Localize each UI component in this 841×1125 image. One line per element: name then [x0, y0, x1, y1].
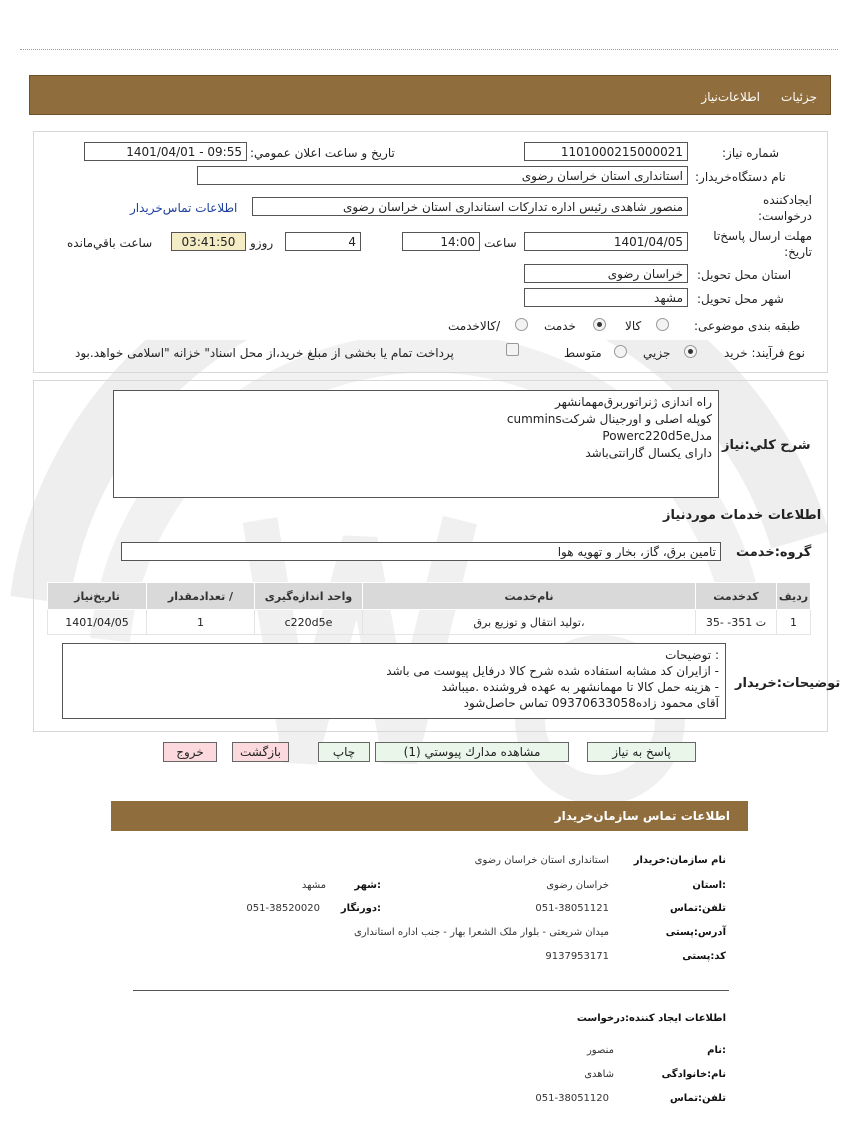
general-description-label: شرح کلي:نیاز	[722, 438, 811, 453]
contact-fax-value: 051-38520020	[246, 903, 320, 914]
province-field: خراسان رضوی	[524, 264, 688, 283]
contact-address-label: آدرس:پستی	[665, 927, 726, 938]
contact-phone-value: 051-38051121	[535, 903, 609, 914]
days-field: 4	[285, 232, 361, 251]
contact-divider	[133, 990, 729, 991]
col-header-quantity: / تعدادمقدار	[147, 583, 255, 610]
deadline-date-field: 1401/04/05	[524, 232, 688, 251]
table-header-row	[48, 583, 811, 610]
contact-postal-value: 9137953171	[545, 951, 609, 962]
days-label: روزو	[250, 236, 274, 250]
requester-family-value: شاهدی	[584, 1069, 614, 1080]
note-line: آقای محمود زاده09370633058 تماس حاصل‌شود	[463, 696, 719, 710]
buyer-contact-header	[111, 801, 748, 831]
announce-field: 1401/04/01 - 09:55	[84, 142, 247, 161]
requester-name-label: :نام	[707, 1045, 726, 1056]
note-line: - ازایران کد مشابه استفاده شده شرح کالا درفایل پیوست می باشد	[386, 664, 719, 678]
view-documents-button[interactable]: مشاهده مدارك پیوستي (1)	[375, 742, 569, 762]
remaining-time-field: 03:41:50	[171, 232, 246, 251]
col-header-service-code: کدخدمت	[696, 583, 777, 610]
province-label: استان محل تحویل:	[697, 268, 792, 282]
process-radio-medium[interactable]	[614, 345, 627, 358]
creator-label: ایجادکننده درخواست:	[758, 193, 812, 223]
service-group-label: گروه:خدمت	[736, 545, 812, 560]
category-radio-goods-service[interactable]	[515, 318, 528, 331]
contact-city-label: :شهر	[354, 880, 381, 891]
deadline-time-field: 14:00	[402, 232, 480, 251]
process-radio-minor[interactable]	[684, 345, 697, 358]
description-line: کوپله اصلی و اورجینال شرکتcummins	[506, 412, 712, 426]
requester-title: اطلاعات ایجاد کننده:درخواست	[576, 1013, 726, 1024]
creator-field: منصور شاهدی رئیس اداره تدارکات استانداری استان خراسان رضوی	[252, 197, 688, 216]
contact-address-value: میدان شریعتی - بلوار ملک الشعرا بهار - جنب اداره استانداری	[353, 927, 609, 938]
remaining-label: ساعت باقي‌مانده	[67, 236, 153, 250]
need-number-field: 1101000215000021	[524, 142, 688, 161]
cell-service-name: ،تولید انتقال و توزیع برق	[363, 610, 696, 635]
contact-org-label: نام سازمان:خریدار	[633, 855, 726, 866]
buyer-contact-title: اطلاعات تماس سازمان‌خریدار	[554, 809, 730, 823]
col-header-unit: واحد اندازه‌گیری	[255, 583, 363, 610]
category-option-service: خدمت	[544, 319, 576, 333]
process-option-minor: جزیي	[643, 346, 671, 360]
cell-row-no: 1	[777, 610, 811, 635]
deadline-time-label: ساعت	[484, 236, 517, 250]
services-table	[47, 582, 811, 635]
buyer-org-label: نام دستگاه‌خریدار:	[695, 170, 786, 184]
contact-city-value: مشهد	[301, 880, 326, 891]
cell-service-code: ت 351- -35	[696, 610, 777, 635]
description-line: راه اندازی ژنراتوربرق‌مهمانشهر	[555, 395, 712, 409]
services-table-wrap	[47, 582, 811, 635]
category-option-goods-service: /کالاخدمت	[448, 319, 501, 333]
general-description-box	[113, 390, 719, 498]
process-option-medium: متوسط	[564, 346, 602, 360]
category-label: طبقه بندی موضوعی:	[694, 319, 801, 333]
requester-phone-label: تلفن:تماس	[669, 1093, 726, 1104]
contact-province-label: :استان	[692, 880, 726, 891]
note-line: - هزینه حمل کالا تا مهمانشهر به عهده فروشنده .میباشد	[441, 680, 719, 694]
contact-phone-label: تلفن:تماس	[669, 903, 726, 914]
cell-quantity: 1	[147, 610, 255, 635]
city-label: شهر محل تحویل:	[697, 292, 784, 306]
tab-bar	[29, 75, 831, 115]
treasury-payment-checkbox[interactable]	[506, 343, 519, 356]
service-group-field: تامین برق، گاز، بخار و تهویه هوا	[121, 542, 721, 561]
buyer-notes-label: توضیحات:خریدار	[735, 676, 841, 691]
process-label: نوع فرآیند: خرید	[724, 346, 805, 360]
category-radio-service[interactable]	[593, 318, 606, 331]
requester-family-label: نام:خانوادگی	[661, 1069, 726, 1080]
top-divider	[20, 49, 838, 50]
requester-phone-value: 051-38051120	[535, 1093, 609, 1104]
contact-province-value: خراسان رضوی	[546, 880, 609, 891]
need-number-label: شماره نیاز:	[722, 146, 779, 160]
col-header-service-name: نام‌خدمت	[363, 583, 696, 610]
contact-postal-label: کد:پستی	[682, 951, 726, 962]
note-line: : توضیحات	[665, 648, 719, 662]
announce-label: تاریخ و ساعت اعلان عمومي:	[250, 146, 395, 160]
back-button[interactable]: بازگشت	[232, 742, 289, 762]
description-line: دارای یکسال گارانتی‌باشد	[585, 446, 712, 460]
contact-org-value: استانداری استان خراسان رضوی	[474, 855, 609, 866]
buyer-contact-link[interactable]: اطلاعات تماس‌خریدار	[130, 201, 238, 215]
city-field: مشهد	[524, 288, 688, 307]
requester-name-value: منصور	[586, 1045, 614, 1056]
deadline-label: مهلت ارسال پاسخ‌تا تاریخ:	[713, 229, 812, 259]
buyer-notes-box	[62, 643, 726, 719]
description-line: مدلPowerc220d5e	[602, 429, 712, 443]
cell-unit: c220d5e	[255, 610, 363, 635]
print-button[interactable]: چاپ	[318, 742, 370, 762]
col-header-row-no: ردیف	[777, 583, 811, 610]
services-title: اطلاعات خدمات موردنیاز	[663, 508, 822, 523]
treasury-payment-note: پرداخت تمام یا بخشی از مبلغ خرید،از محل اسناد" خزانه "اسلامی خواهد.بود	[75, 346, 454, 360]
category-radio-goods[interactable]	[656, 318, 669, 331]
reply-button[interactable]: پاسخ به نیاز	[587, 742, 696, 762]
cell-need-date: 1401/04/05	[48, 610, 147, 635]
table-row	[48, 610, 811, 635]
tab-need-info[interactable]: اطلاعات‌نیاز	[701, 90, 760, 104]
buyer-org-field: استانداری استان خراسان رضوی	[197, 166, 688, 185]
col-header-need-date: تاریخ‌نیاز	[48, 583, 147, 610]
tab-details[interactable]: جزئیات	[781, 90, 817, 104]
category-option-goods: کالا	[625, 319, 642, 333]
contact-fax-label: :دورنگار	[340, 903, 381, 914]
exit-button[interactable]: خروج	[163, 742, 217, 762]
